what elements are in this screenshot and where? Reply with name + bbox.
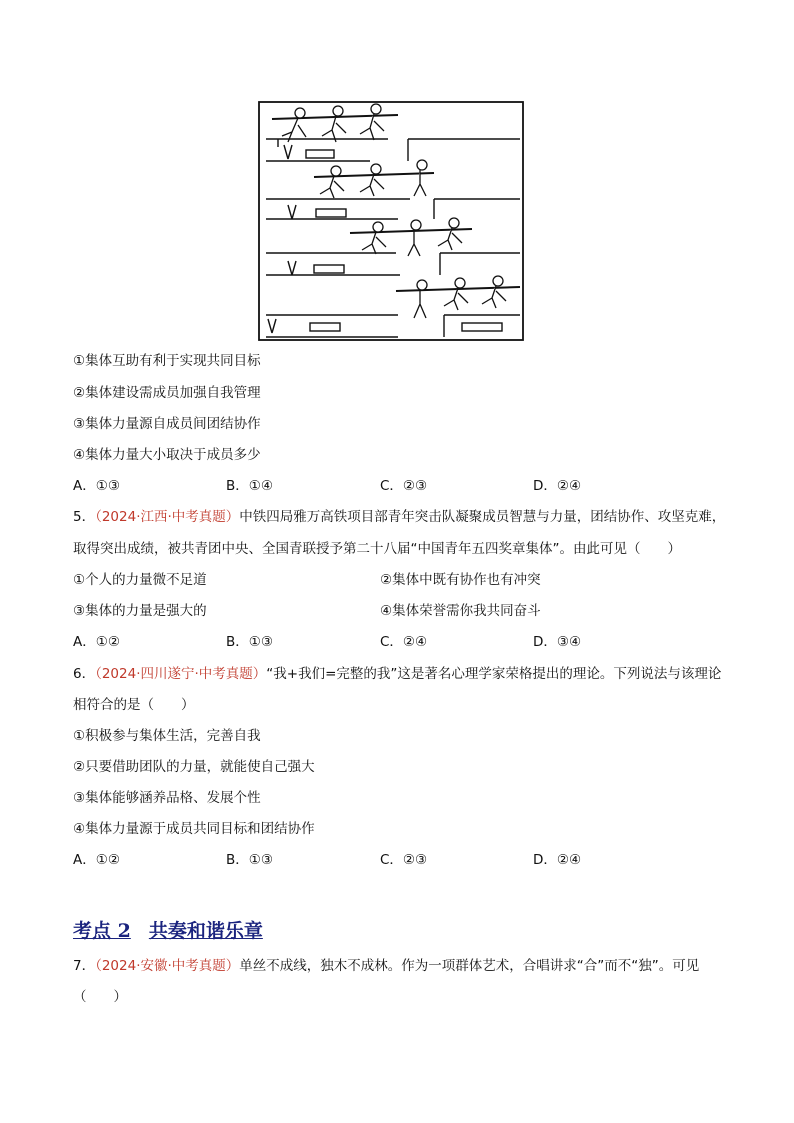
q7-stem-text: 单丝不成线，独木不成林。作为一项群体艺术，合唱讲求“合”而不“独”。可见 [239,958,700,974]
q6-item-4: ④集体力量源于成员共同目标和团结协作 [73,821,315,837]
section-heading [73,916,263,943]
q6-item-1: ①积极参与集体生活，完善自我 [73,728,261,744]
q5-number: 5． [73,509,96,525]
q4-item-3: ③集体力量源自成员间团结协作 [73,416,261,432]
q6-option-c: C．②③ [380,852,428,868]
q6-item-2: ②只要借助团队的力量，就能使自己强大 [73,759,315,775]
q4-item-4: ④集体力量大小取决于成员多少 [73,447,261,463]
q4-option-d: D．②④ [533,478,582,494]
q5-option-a: A．①② [73,634,120,650]
section-label: 考点 2 [73,920,131,942]
q6-option-b: B．①③ [226,852,273,868]
q5-stem-line2: 取得突出成绩，被共青团中央、全国青联授予第二十八届“中国青年五四奖章集体”。由此可见（ ） [73,541,681,557]
q6-stem-text: “我+我们=完整的我”这是著名心理学家荣格提出的理论。下列说法与该理论 [266,666,722,682]
q5-source: （2024·江西·中考真题） [95,509,240,525]
q6-option-a: A．①② [73,852,120,868]
q4-item-2: ②集体建设需成员加强自我管理 [73,385,261,401]
q6-stem-line1 [73,665,721,683]
q5-item-3: ③集体的力量是强大的 [73,603,207,619]
q6-item-3: ③集体能够涵养品格、发展个性 [73,790,261,806]
q6-number: 6． [73,666,96,682]
q5-stem-line1 [73,508,725,526]
q7-number: 7． [73,958,96,974]
q6-stem-line2: 相符合的是（ ） [73,697,195,713]
q6-option-d: D．②④ [533,852,582,868]
q5-option-c: C．②④ [380,634,428,650]
q7-stem-line2: （ ） [73,989,127,1005]
q4-option-a: A．①③ [73,478,120,494]
q5-item-2: ②集体中既有协作也有冲突 [380,572,541,588]
q5-option-b: B．①③ [226,634,273,650]
section-title: 共奏和谐乐章 [148,920,263,942]
q5-item-1: ①个人的力量微不足道 [73,572,207,588]
q7-source: （2024·安徽·中考真题） [95,958,240,974]
q5-stem-text: 中铁四局雅万高铁项目部青年突击队凝聚成员智慧与力量，团结协作、攻坚克难， [239,509,726,525]
q4-item-1: ①集体互助有利于实现共同目标 [73,353,261,369]
q7-stem-line1 [73,957,699,975]
q5-option-d: D．③④ [533,634,582,650]
q4-option-c: C．②③ [380,478,428,494]
q6-source: （2024·四川遂宁·中考真题） [95,666,267,682]
q5-item-4: ④集体荣誉需你我共同奋斗 [380,603,541,619]
q4-option-b: B．①④ [226,478,273,494]
collective-cooperation-cartoon [258,101,524,341]
